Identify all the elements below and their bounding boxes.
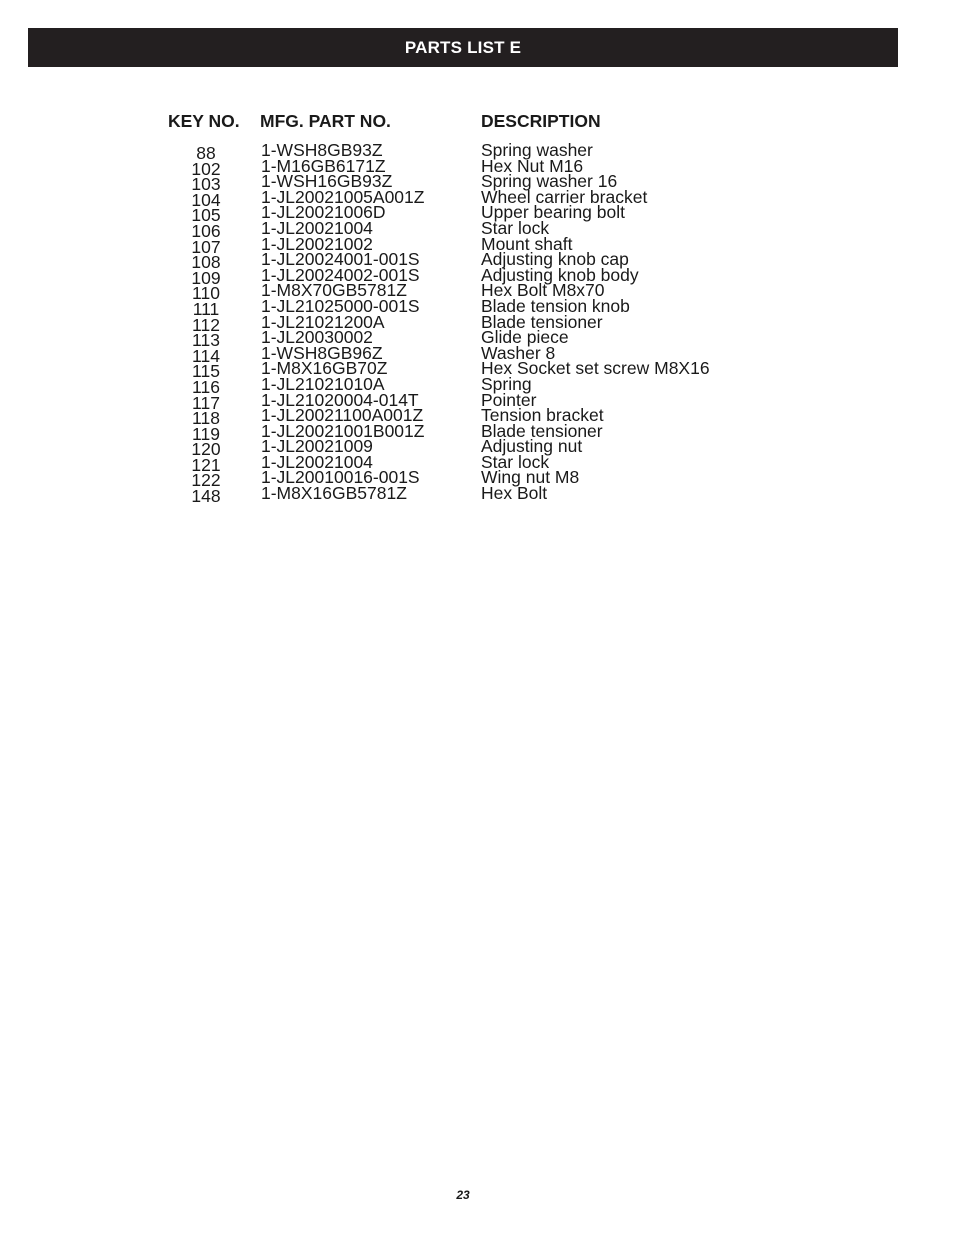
key-no-cell: 117 bbox=[192, 392, 220, 413]
mfg-part-no-cell: 1-JL20021009 bbox=[261, 436, 373, 457]
description-cell: Wheel carrier bracket bbox=[481, 186, 648, 207]
description-cell: Spring washer bbox=[481, 140, 593, 160]
column-headers bbox=[0, 111, 954, 133]
table-row bbox=[0, 155, 954, 179]
table-row bbox=[0, 280, 954, 304]
table-row bbox=[0, 451, 954, 475]
key-no-cell: 102 bbox=[191, 158, 221, 179]
key-no-cell: 120 bbox=[191, 439, 221, 460]
mfg-part-no-cell: 1-M8X70GB5781Z bbox=[261, 280, 407, 301]
description-cell: Upper bearing bolt bbox=[481, 202, 625, 223]
table-row bbox=[0, 249, 954, 273]
table-row bbox=[0, 264, 954, 288]
table-row bbox=[0, 467, 954, 491]
key-no-cell: 118 bbox=[192, 408, 220, 429]
mfg-part-no-cell: 1-M8X16GB70Z bbox=[261, 358, 388, 379]
description-cell: Blade tension knob bbox=[481, 295, 630, 316]
table-row bbox=[0, 420, 954, 444]
key-no-cell: 105 bbox=[191, 205, 221, 226]
key-no-cell: 108 bbox=[191, 252, 221, 273]
mfg-part-no-cell: 1-JL20010016-001S bbox=[261, 467, 420, 488]
mfg-part-no-cell: 1-JL20021004 bbox=[261, 217, 373, 238]
description-cell: Wing nut M8 bbox=[481, 467, 580, 488]
key-no-cell: 111 bbox=[192, 298, 220, 319]
description-cell: Glide piece bbox=[481, 327, 569, 348]
description-cell: Adjusting knob body bbox=[481, 264, 639, 285]
mfg-part-no-cell: 1-JL20021004 bbox=[261, 451, 373, 472]
page-number: 23 bbox=[456, 1188, 470, 1202]
key-no-cell: 113 bbox=[192, 330, 220, 351]
parts-list-title-bar bbox=[28, 28, 898, 67]
key-no-cell: 106 bbox=[191, 220, 221, 241]
description-cell: Hex Bolt M8x70 bbox=[481, 280, 605, 301]
mfg-part-no-cell: 1-WSH16GB93Z bbox=[261, 171, 393, 192]
table-row bbox=[0, 358, 954, 382]
table-row bbox=[0, 405, 954, 429]
table-row bbox=[0, 233, 954, 257]
table-row bbox=[0, 171, 954, 195]
key-no-cell: 116 bbox=[192, 376, 220, 397]
description-cell: Washer 8 bbox=[481, 342, 556, 363]
description-cell: Tension bracket bbox=[481, 405, 604, 426]
page-title: PARTS LIST E bbox=[404, 37, 522, 57]
column-header-key-no: KEY NO. bbox=[168, 111, 240, 131]
mfg-part-no-cell: 1-JL20021100A001Z bbox=[261, 405, 424, 426]
table-row bbox=[0, 373, 954, 397]
description-cell: Star lock bbox=[481, 451, 550, 472]
mfg-part-no-cell: 1-JL20021001B001Z bbox=[261, 420, 425, 441]
mfg-part-no-cell: 1-JL20021002 bbox=[261, 233, 373, 254]
key-no-cell: 114 bbox=[192, 345, 220, 366]
key-no-cell: 104 bbox=[191, 189, 221, 210]
mfg-part-no-cell: 1-JL21021200A bbox=[261, 311, 385, 332]
description-cell: Spring bbox=[481, 373, 532, 394]
column-header-description: DESCRIPTION bbox=[481, 111, 601, 131]
description-cell: Hex Bolt bbox=[481, 483, 548, 504]
description-cell: Adjusting knob cap bbox=[481, 249, 629, 270]
table-row bbox=[0, 327, 954, 351]
mfg-part-no-cell: 1-M16GB6171Z bbox=[261, 155, 386, 176]
column-header-mfg-part-no: MFG. PART NO. bbox=[260, 111, 391, 131]
mfg-part-no-cell: 1-JL20030002 bbox=[261, 327, 373, 348]
description-cell: Adjusting nut bbox=[481, 436, 583, 457]
parts-table bbox=[0, 140, 954, 507]
mfg-part-no-cell: 1-JL21020004-014T bbox=[261, 389, 419, 410]
description-cell: Star lock bbox=[481, 217, 550, 238]
mfg-part-no-cell: 1-JL20024001-001S bbox=[261, 249, 420, 270]
key-no-cell: 112 bbox=[192, 314, 220, 335]
key-no-cell: 115 bbox=[192, 361, 220, 382]
mfg-part-no-cell: 1-JL20024002-001S bbox=[261, 264, 420, 285]
mfg-part-no-cell: 1-JL20021005A001Z bbox=[261, 186, 425, 207]
table-row bbox=[0, 342, 954, 366]
table-row bbox=[0, 295, 954, 319]
description-cell: Pointer bbox=[481, 389, 537, 410]
table-row bbox=[0, 202, 954, 226]
key-no-cell: 107 bbox=[191, 236, 221, 257]
mfg-part-no-cell: 1-WSH8GB96Z bbox=[261, 342, 383, 363]
table-row bbox=[0, 140, 954, 163]
description-cell: Blade tensioner bbox=[481, 311, 603, 332]
key-no-cell: 110 bbox=[192, 283, 220, 304]
description-cell: Hex Socket set screw M8X16 bbox=[481, 358, 710, 379]
mfg-part-no-cell: 1-JL20021006D bbox=[261, 202, 386, 223]
table-row bbox=[0, 436, 954, 460]
table-row bbox=[0, 483, 954, 507]
key-no-cell: 88 bbox=[196, 143, 216, 163]
description-cell: Mount shaft bbox=[481, 233, 573, 254]
key-no-cell: 103 bbox=[191, 174, 221, 195]
key-no-cell: 148 bbox=[191, 486, 221, 507]
key-no-cell: 122 bbox=[191, 470, 221, 491]
table-row bbox=[0, 217, 954, 241]
mfg-part-no-cell: 1-M8X16GB5781Z bbox=[261, 483, 407, 504]
table-row bbox=[0, 311, 954, 335]
mfg-part-no-cell: 1-JL21025000-001S bbox=[261, 295, 420, 316]
key-no-cell: 121 bbox=[191, 454, 221, 475]
mfg-part-no-cell: 1-JL21021010A bbox=[261, 373, 385, 394]
description-cell: Hex Nut M16 bbox=[481, 155, 584, 176]
description-cell: Spring washer 16 bbox=[481, 171, 618, 192]
table-row bbox=[0, 389, 954, 413]
key-no-cell: 119 bbox=[192, 423, 220, 444]
key-no-cell: 109 bbox=[191, 267, 221, 288]
description-cell: Blade tensioner bbox=[481, 420, 603, 441]
table-row bbox=[0, 186, 954, 210]
mfg-part-no-cell: 1-WSH8GB93Z bbox=[261, 140, 383, 160]
